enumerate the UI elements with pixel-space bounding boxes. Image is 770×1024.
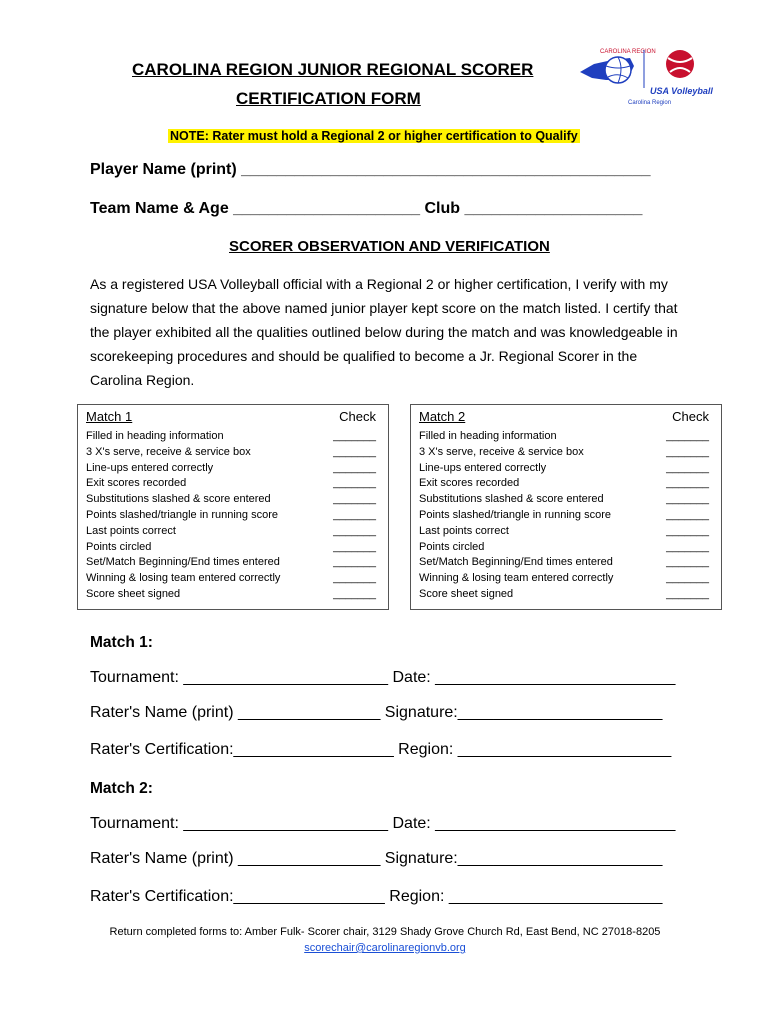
match2-checklist-label: Match 2 xyxy=(419,409,466,424)
checklist-row xyxy=(86,571,380,587)
email-link[interactable]: scorechair@carolinaregionvb.org xyxy=(304,942,466,954)
checklist-item-label: Set/Match Beginning/End times entered xyxy=(86,556,280,569)
checklist-item-label: Line-ups entered correctly xyxy=(419,461,547,474)
checklist-row xyxy=(86,540,380,556)
check-blank[interactable]: _______ xyxy=(333,540,376,553)
return-address: Return completed forms to: Amber Fulk- Scorer chair, 3129 Shady Grove Church Rd, East Bend, NC 27018-8205 xyxy=(109,926,661,938)
checklist-row xyxy=(419,429,713,445)
checklist-item-label: Set/Match Beginning/End times entered xyxy=(419,556,613,569)
checklist-item-label: Winning & losing team entered correctly xyxy=(86,572,281,585)
logo-sub: Carolina Region xyxy=(628,100,672,106)
checklist-item-label: Substitutions slashed & score entered xyxy=(86,493,271,506)
checklist-row xyxy=(419,461,713,477)
checklist-row xyxy=(419,540,713,556)
check-blank[interactable]: _______ xyxy=(333,572,376,585)
note-wrap xyxy=(168,127,580,145)
checklist-row xyxy=(86,445,380,461)
check-column-header: Check xyxy=(672,409,709,424)
check-blank[interactable]: _______ xyxy=(666,508,709,521)
check-blank[interactable]: _______ xyxy=(666,477,709,490)
match1-tournament-date-field[interactable]: Tournament: _______________________ Date: ___________________________ xyxy=(90,669,676,686)
checklist-row xyxy=(86,492,380,508)
checklist-row xyxy=(419,587,713,603)
usa-volleyball-carolina-logo xyxy=(578,44,718,108)
player-name-field[interactable]: Player Name (print) ______________________________________________ xyxy=(90,161,651,178)
checklist-row xyxy=(419,492,713,508)
check-blank[interactable]: _______ xyxy=(333,524,376,537)
checklist-item-label: Exit scores recorded xyxy=(419,477,520,490)
checklist-row xyxy=(86,461,380,477)
checklist-item-label: Substitutions slashed & score entered xyxy=(419,493,604,506)
checklist-item-label: Last points correct xyxy=(86,524,176,537)
qualification-note: NOTE: Rater must hold a Regional 2 or higher certification to Qualify xyxy=(170,129,578,143)
match2-checklist-rows xyxy=(419,429,713,603)
check-blank[interactable]: _______ xyxy=(666,461,709,474)
checklist-item-label: Line-ups entered correctly xyxy=(86,461,214,474)
checklist-row xyxy=(86,476,380,492)
checklist-row xyxy=(419,445,713,461)
checklist-row xyxy=(86,524,380,540)
checklist-row xyxy=(419,524,713,540)
volleyball-icon xyxy=(605,57,631,83)
check-blank[interactable]: _______ xyxy=(333,508,376,521)
checklist-row xyxy=(86,555,380,571)
checklist-item-label: 3 X's serve, receive & service box xyxy=(419,445,584,458)
match1-rater-signature-field[interactable]: Rater's Name (print) ________________ Signature:_______________________ xyxy=(90,704,663,721)
checklist-row xyxy=(419,476,713,492)
check-blank[interactable]: _______ xyxy=(666,445,709,458)
check-blank[interactable]: _______ xyxy=(666,493,709,506)
checklist-item-label: Points slashed/triangle in running score xyxy=(86,508,279,521)
check-blank[interactable]: _______ xyxy=(333,445,376,458)
check-blank[interactable]: _______ xyxy=(666,556,709,569)
check-column-header: Check xyxy=(339,409,376,424)
match2-tournament-date-field[interactable]: Tournament: _______________________ Date: ___________________________ xyxy=(90,815,676,832)
checklist-item-label: Points slashed/triangle in running score xyxy=(419,508,612,521)
checklist-row xyxy=(86,508,380,524)
checklist-row xyxy=(419,555,713,571)
checklist-item-label: Points circled xyxy=(86,540,152,553)
logo xyxy=(578,44,718,108)
check-blank[interactable]: _______ xyxy=(333,587,376,600)
match1-checklist-label: Match 1 xyxy=(86,409,133,424)
check-blank[interactable]: _______ xyxy=(333,493,376,506)
checklist-row xyxy=(419,571,713,587)
check-blank[interactable]: _______ xyxy=(666,430,709,442)
match2-heading: Match 2: xyxy=(90,780,153,797)
match2-certification-region-field[interactable]: Rater's Certification:_________________ Region: ________________________ xyxy=(90,888,663,905)
verification-paragraph: As a registered USA Volleyball official with a Regional 2 or higher certification, I verify with my signature below that the above named junior player kept score on the match listed. I certify that the player exhibited all the qualities outlined below during the match and was knowledgeable in scorekeeping procedures and should be qualified to become a Jr. Regional Scorer in the Carolina Region. xyxy=(90,276,678,388)
page-title-line2: CERTIFICATION FORM xyxy=(236,89,421,108)
checklist-row xyxy=(419,508,713,524)
match2-rater-signature-field[interactable]: Rater's Name (print) ________________ Signature:_______________________ xyxy=(90,850,663,867)
checklist-item-label: Last points correct xyxy=(419,524,509,537)
checklist-item-label: Filled in heading information xyxy=(419,430,557,442)
match1-checklist-rows xyxy=(86,429,380,603)
check-blank[interactable]: _______ xyxy=(666,572,709,585)
checklist-row xyxy=(86,587,380,603)
email-wrap xyxy=(0,942,770,954)
logo-arc-text: CAROLINA REGION xyxy=(600,49,656,55)
checklist-item-label: Exit scores recorded xyxy=(86,477,187,490)
match1-heading: Match 1: xyxy=(90,634,153,651)
checklist-item-label: Points circled xyxy=(419,540,485,553)
check-blank[interactable]: _______ xyxy=(333,430,376,442)
check-blank[interactable]: _______ xyxy=(333,477,376,490)
check-blank[interactable]: _______ xyxy=(666,587,709,600)
check-blank[interactable]: _______ xyxy=(666,540,709,553)
checklist-row xyxy=(86,429,380,445)
match1-certification-region-field[interactable]: Rater's Certification:__________________ Region: ________________________ xyxy=(90,741,672,758)
page-title-line1: CAROLINA REGION JUNIOR REGIONAL SCORER xyxy=(132,60,534,79)
match2-checklist xyxy=(410,404,722,610)
usav-ball-icon xyxy=(666,50,694,78)
checklist-item-label: 3 X's serve, receive & service box xyxy=(86,445,251,458)
section-heading: SCORER OBSERVATION AND VERIFICATION xyxy=(229,238,550,255)
checklist-item-label: Score sheet signed xyxy=(86,587,181,600)
team-club-field[interactable]: Team Name & Age _____________________ Club ____________________ xyxy=(90,200,643,217)
checklist-item-label: Filled in heading information xyxy=(86,430,224,442)
check-blank[interactable]: _______ xyxy=(333,461,376,474)
checklist-item-label: Score sheet signed xyxy=(419,587,514,600)
check-blank[interactable]: _______ xyxy=(333,556,376,569)
logo-brand: USA Volleyball xyxy=(650,86,713,96)
check-blank[interactable]: _______ xyxy=(666,524,709,537)
checklist-item-label: Winning & losing team entered correctly xyxy=(419,572,614,585)
match1-checklist xyxy=(77,404,389,610)
